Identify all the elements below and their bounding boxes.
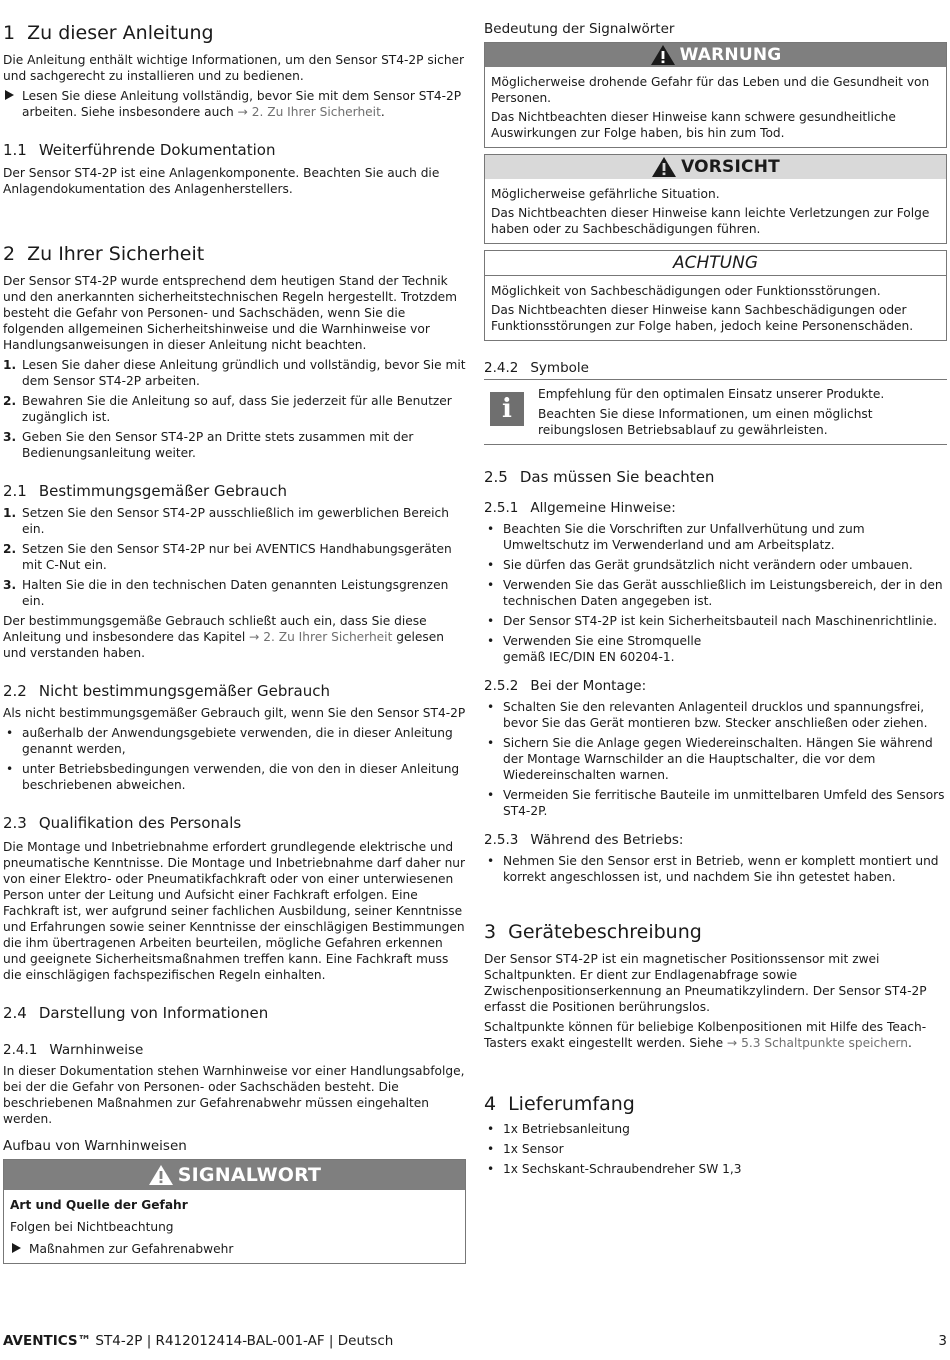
list-item: • unter Betriebsbedingungen verwenden, die von den in dieser Anleitung beschriebenen abweichen. [3, 761, 466, 793]
section-3-text-1: Der Sensor ST4-2P ist ein magnetischer Positionssensor mit zwei Schaltpunkten. Er dient zur Endlagenabfrage sowie Zwischenpositionserkennung an Pneumatikzylindern. Der Sensor ST4-2P erfasst die Positionen berührungslos. [484, 952, 927, 1014]
document-id: ST4-2P | R412012414-BAL-001-AF | Deutsch [95, 1333, 394, 1349]
xref-link-schaltpunkte[interactable]: → 5.3 Schaltpunkte speichern [727, 1036, 908, 1050]
section-2-2-text: Als nicht bestimmungsgemäßer Gebrauch gilt, wenn Sie den Sensor ST4-2P [3, 706, 466, 720]
list-item: • Sie dürfen das Gerät grundsätzlich nicht verändern oder umbauen. [484, 557, 947, 573]
warnung-text-2: Das Nichtbeachten dieser Hinweise kann schwere gesundheitliche Auswirkungen zur Folge haben, bis hin zum Tod. [491, 110, 896, 140]
section-2-4-2-heading: 2.4.2 Symbole [484, 360, 589, 376]
hazard-type: Art und Quelle der Gefahr [10, 1198, 188, 1212]
section-2-5-3-heading: 2.5.3 Während des Betriebs: [484, 832, 684, 848]
list-item: • Beachten Sie die Vorschriften zur Unfallverhütung und zum Umweltschutz im Verwenderland und am Arbeitsplatz. [484, 521, 947, 553]
info-text-1: Empfehlung für den optimalen Einsatz unserer Produkte. [538, 387, 885, 401]
section-2-list [3, 357, 466, 461]
achtung-header: ACHTUNG [485, 251, 946, 276]
arrow-right-icon [5, 90, 14, 100]
right-column [484, 20, 947, 1177]
section-4-heading: 4 Lieferumfang [484, 1093, 635, 1115]
section-2-1-list [3, 505, 466, 609]
list-item: • 1x Sensor [484, 1141, 947, 1157]
section-1-1-heading: 1.1 Weiterführende Dokumentation [3, 141, 276, 159]
warning-triangle-icon [148, 1164, 174, 1186]
list-item: 1. Lesen Sie daher diese Anleitung gründlich und vollständig, bevor Sie mit dem Sensor ST4-2P arbeiten. [3, 358, 466, 388]
instruction-step: Lesen Sie diese Anleitung vollständig, bevor Sie mit dem Sensor ST4-2P arbeiten. Siehe insbesondere auch → 2. Zu Ihrer Sicherheit. [3, 88, 466, 120]
section-2-1-heading: 2.1 Bestimmungsgemäßer Gebrauch [3, 482, 287, 500]
section-2-4-1-heading: 2.4.1 Warnhinweise [3, 1042, 144, 1058]
list-item: • 1x Betriebsanleitung [484, 1121, 947, 1137]
section-3-heading: 3 Gerätebeschreibung [484, 921, 702, 943]
vorsicht-box [484, 154, 947, 244]
signalwort-header: SIGNALWORT [4, 1160, 465, 1190]
list-item: 1. Setzen Sie den Sensor ST4-2P ausschließlich im gewerblichen Bereich ein. [3, 506, 449, 536]
section-2-4-1-text: In dieser Dokumentation stehen Warnhinweise vor einer Handlungsabfolge, bei der die Gefahr von Personen- oder Sachschäden besteht. Die beschriebenen Maßnahmen zur Gefahrenabwehr müssen eingehalten werden. [3, 1064, 465, 1126]
list-item: • Verwenden Sie das Gerät ausschließlich im Leistungsbereich, der in den technischen Daten angegeben ist. [484, 577, 947, 609]
warning-triangle-icon [651, 156, 677, 178]
section-2-5-1-heading: 2.5.1 Allgemeine Hinweise: [484, 500, 676, 516]
section-2-2-heading: 2.2 Nicht bestimmungsgemäßer Gebrauch [3, 682, 330, 700]
xref-link-safety[interactable]: → 2. Zu Ihrer Sicherheit [237, 105, 381, 119]
section-2-3-heading: 2.3 Qualifikation des Personals [3, 814, 242, 832]
warnung-header: WARNUNG [485, 43, 946, 67]
section-1-intro: Die Anleitung enthält wichtige Informationen, um den Sensor ST4-2P sicher und sachgerecht zu installieren und zu bedienen. [3, 53, 465, 83]
list-item: • Verwenden Sie eine Stromquelle gemäß IEC/DIN EN 60204-1. [484, 633, 733, 665]
warning-triangle-icon [650, 44, 676, 66]
list-item: • Der Sensor ST4-2P ist kein Sicherheitsbauteil nach Maschinenrichtlinie. [484, 613, 947, 629]
section-2-text: Der Sensor ST4-2P wurde entsprechend dem heutigen Stand der Technik und den anerkannten sicherheitstechnischen Regeln hergestellt. Trotzdem besteht die Gefahr von Personen- und Sachschäden, wenn Sie die folgenden allgemeinen Sicherheitshinweise und die Warnhinweise vor Handlungsanweisungen in dieser Anleitung nicht beachten. [3, 274, 458, 352]
list-item: • Vermeiden Sie ferritische Bauteile im unmittelbaren Umfeld des Sensors ST4-2P. [484, 787, 947, 819]
info-icon: i [490, 392, 524, 426]
section-2-3-text: Die Montage und Inbetriebnahme erfordert grundlegende elektrische und pneumatische Kenntnisse. Die Montage und Inbetriebnahme darf daher nur von einer Elektro- oder Pneumatikfachkraft oder von einer unterwiesenen Person unter der Leitung und Aufsicht einer Fachkraft erfolgen. Eine Fachkraft ist, wer aufgrund seiner fachlichen Ausbildung, seiner Kenntnisse und Erfahrungen sowie seiner Kenntnisse der einschlägigen Bestimmungen die ihm übertragenen Arbeiten beurteilen, mögliche Gefahren erkennen und geeignete Sicherheitsmaßnahmen treffen kann. Eine Fachkraft muss die einschlägigen fachspezifischen Regeln einhalten. [3, 840, 466, 982]
list-item: • Sichern Sie die Anlage gegen Wiedereinschalten. Hängen Sie während der Montage Warnschilder an die Hauptschalter, die vor dem Wiedereinschalten warnen. [484, 735, 947, 783]
vorsicht-text-2: Das Nichtbeachten dieser Hinweise kann leichte Verletzungen zur Folge haben oder zu Sachbeschädigungen führen. [491, 206, 930, 236]
brand-name: AVENTICS™ [3, 1333, 92, 1349]
list-item: 3. Geben Sie den Sensor ST4-2P an Dritte stets zusammen mit der Bedienungsanleitung weiter. [3, 430, 414, 460]
warnung-box [484, 42, 947, 148]
section-2-5-1-bullets [484, 521, 947, 665]
section-2-2-bullets [3, 725, 466, 793]
list-item: 2. Bewahren Sie die Anleitung so auf, dass Sie jederzeit für alle Benutzer zugänglich ist. [3, 394, 452, 424]
info-symbol-row [484, 379, 947, 445]
list-item: • Schalten Sie den relevanten Anlagenteil drucklos und spannungsfrei, bevor Sie das Gerät montieren bzw. Stecker anschließen oder ziehen. [484, 699, 947, 731]
hazard-consequences: Folgen bei Nichtbeachtung [10, 1220, 174, 1234]
section-2-1-text: Der bestimmungsgemäße Gebrauch schließt auch ein, dass Sie diese Anleitung und insbesondere das Kapitel → 2. Zu Ihrer Sicherheit gelesen und verstanden haben. [3, 614, 444, 660]
achtung-box [484, 250, 947, 341]
warnung-text-1: Möglicherweise drohende Gefahr für das Leben und die Gesundheit von Personen. [491, 75, 930, 105]
signal-words-title: Bedeutung der Signalwörter [484, 21, 675, 37]
vorsicht-text-1: Möglicherweise gefährliche Situation. [491, 187, 720, 201]
signalwort-box [3, 1159, 466, 1264]
section-2-4-heading: 2.4 Darstellung von Informationen [3, 1004, 269, 1022]
achtung-text-1: Möglichkeit von Sachbeschädigungen oder Funktionsstörungen. [491, 284, 881, 298]
info-text-2: Beachten Sie diese Informationen, um einen möglichst reibungslosen Betriebsablauf zu gewährleisten. [538, 407, 873, 437]
xref-link-safety-2[interactable]: → 2. Zu Ihrer Sicherheit [249, 630, 393, 644]
list-item: • 1x Sechskant-Schraubendreher SW 1,3 [484, 1161, 947, 1177]
arrow-right-icon [12, 1243, 21, 1253]
list-item: • Nehmen Sie den Sensor erst in Betrieb, wenn er komplett montiert und korrekt angeschlossen ist, und nachdem Sie ihn getestet haben. [484, 853, 947, 885]
section-2-5-3-bullets [484, 853, 947, 885]
list-item: • außerhalb der Anwendungsgebiete verwenden, die in dieser Anleitung genannt werden, [3, 725, 466, 757]
section-3-text-2: Schaltpunkte können für beliebige Kolbenpositionen mit Hilfe des Teach-Tasters exakt eingestellt werden. Siehe → 5.3 Schaltpunkte speichern. [484, 1020, 927, 1050]
section-1-heading: 1 Zu dieser Anleitung [3, 22, 214, 44]
section-2-5-heading: 2.5 Das müssen Sie beachten [484, 468, 715, 486]
section-2-5-2-bullets [484, 699, 947, 819]
section-2-heading: 2 Zu Ihrer Sicherheit [3, 243, 205, 265]
section-1-1-text: Der Sensor ST4-2P ist eine Anlagenkomponente. Beachten Sie auch die Anlagendokumentation des Anlagenherstellers. [3, 166, 440, 196]
achtung-text-2: Das Nichtbeachten dieser Hinweise kann Sachbeschädigungen oder Funktionsstörungen zur Folge haben, jedoch keine Personenschäden. [491, 303, 914, 333]
section-2-5-2-heading: 2.5.2 Bei der Montage: [484, 678, 647, 694]
warning-structure-title: Aufbau von Warnhinweisen [3, 1138, 187, 1154]
vorsicht-header: VORSICHT [485, 155, 946, 179]
page-footer [3, 1333, 947, 1349]
page-number: 3 [938, 1333, 947, 1349]
section-4-bullets [484, 1121, 947, 1177]
list-item: 2. Setzen Sie den Sensor ST4-2P nur bei AVENTICS Handhabungsgeräten mit C-Nut ein. [3, 542, 452, 572]
hazard-measures: Maßnahmen zur Gefahrenabwehr [10, 1241, 459, 1257]
list-item: 3. Halten Sie die in den technischen Daten genannten Leistungsgrenzen ein. [3, 578, 449, 608]
left-column [3, 20, 466, 1264]
